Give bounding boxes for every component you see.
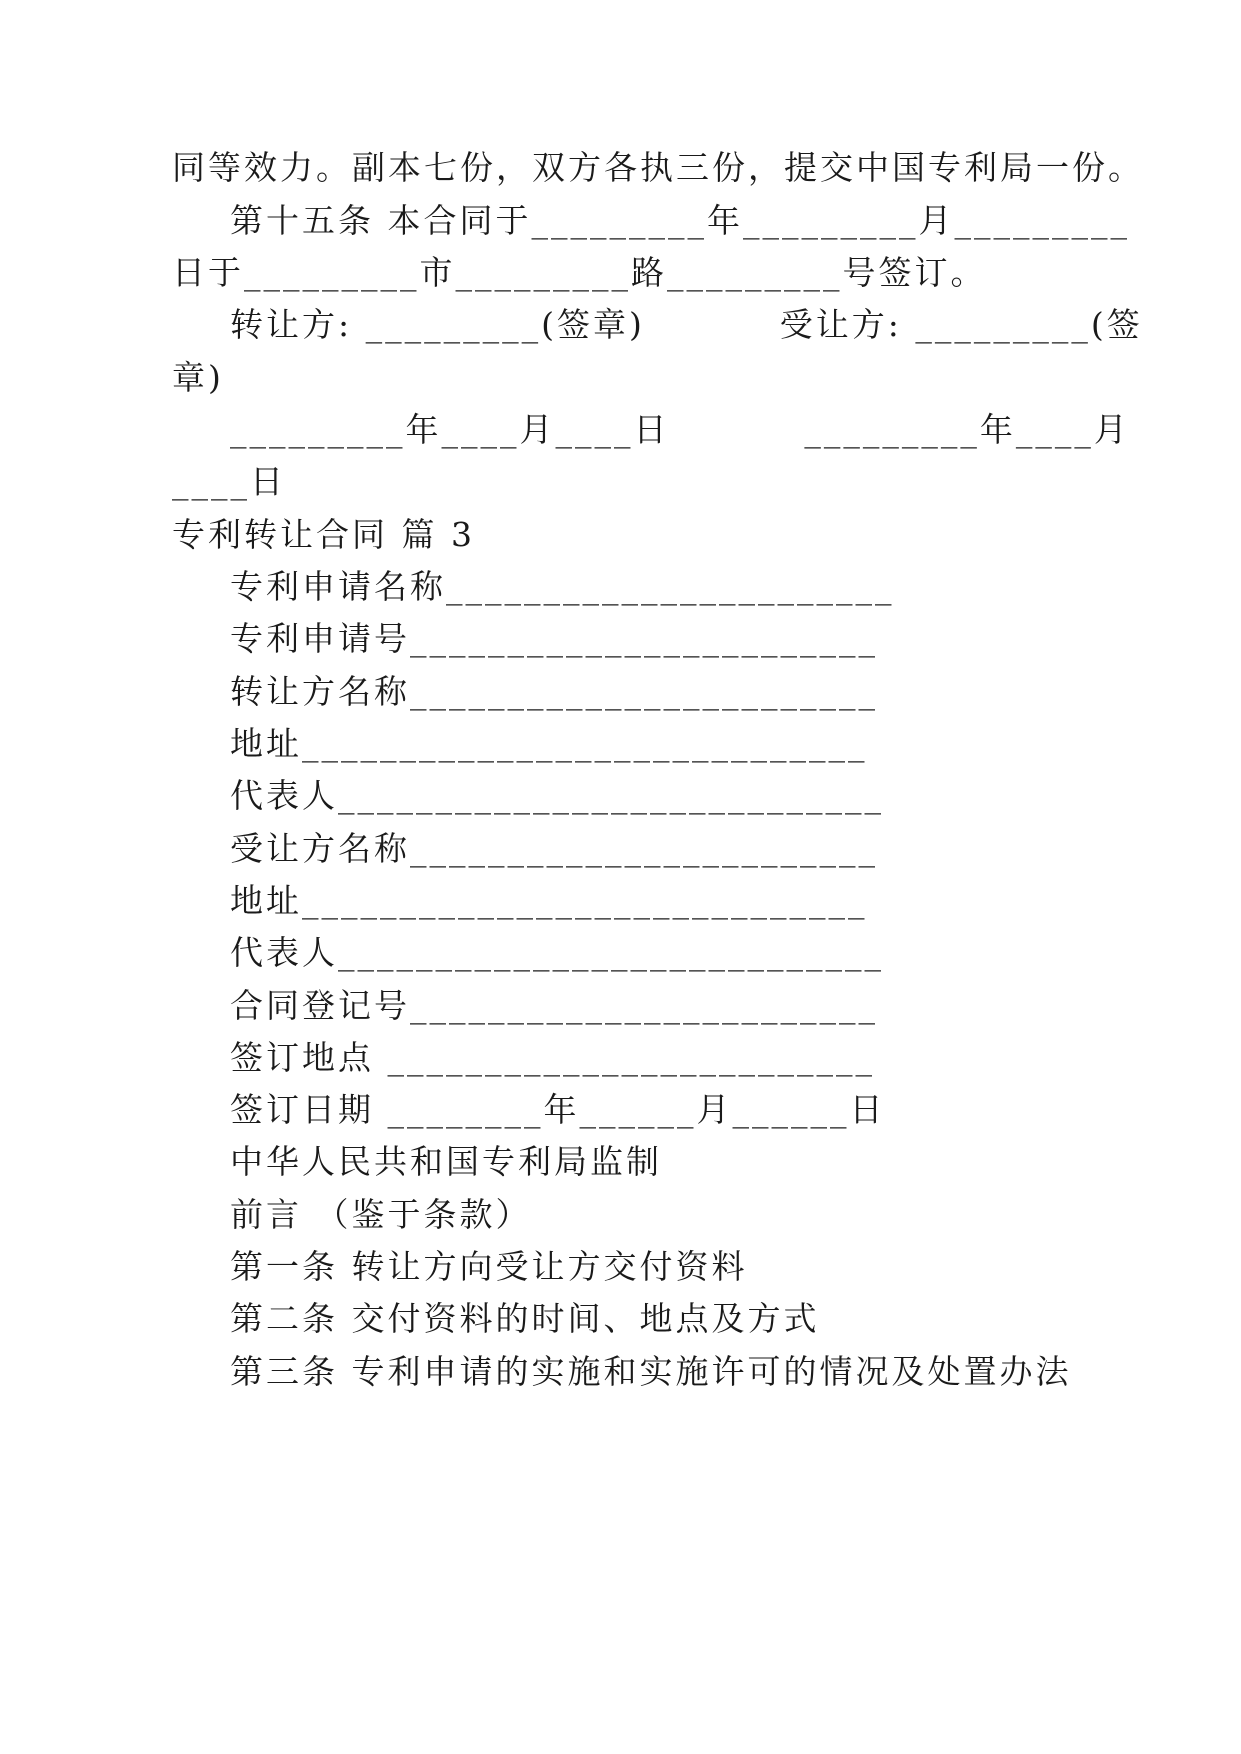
transferee-representative-field: 代表人____________________________ (230, 933, 884, 972)
section-heading: 专利转让合同 篇 3 (172, 515, 475, 554)
transferee-address-field: 地址_____________________________ (230, 881, 868, 920)
transferor-representative-field: 代表人____________________________ (230, 776, 884, 815)
patent-application-number-field: 专利申请号________________________ (230, 619, 878, 658)
patent-application-name-field: 专利申请名称_______________________ (230, 567, 895, 606)
signing-date-field: 签订日期 ________年______月______日 (230, 1090, 886, 1129)
article-3-line: 第三条 专利申请的实施和实施许可的情况及处置办法 (230, 1352, 1072, 1391)
signature-date-line: _________年____月____日 _________年____月 (230, 410, 1130, 449)
article-15-line: 第十五条 本合同于_________年_________月_________ (230, 201, 1130, 240)
transferee-name-field: 受让方名称________________________ (230, 829, 878, 868)
supervisor-line: 中华人民共和国专利局监制 (230, 1142, 662, 1181)
transferor-address-field: 地址_____________________________ (230, 724, 868, 763)
article-1-line: 第一条 转让方向受让方交付资料 (230, 1247, 748, 1286)
contract-registration-number-field: 合同登记号________________________ (230, 986, 878, 1025)
article-2-line: 第二条 交付资料的时间、地点及方式 (230, 1299, 820, 1338)
signature-wrap-line: 章) (172, 358, 224, 397)
signature-date-wrap-line: ____日 (172, 462, 286, 501)
transferor-name-field: 转让方名称________________________ (230, 672, 878, 711)
preamble-line: 前言 （鉴于条款） (230, 1195, 532, 1234)
signing-location-field: 签订地点 _________________________ (230, 1038, 875, 1077)
text-line-1: 同等效力。副本七份，双方各执三份，提交中国专利局一份。 (172, 148, 1144, 187)
signing-place-line: 日于_________市_________路_________号签订。 (172, 253, 987, 292)
party-signature-line: 转让方: _________(签章) 受让方: _________(签 (230, 305, 1143, 344)
